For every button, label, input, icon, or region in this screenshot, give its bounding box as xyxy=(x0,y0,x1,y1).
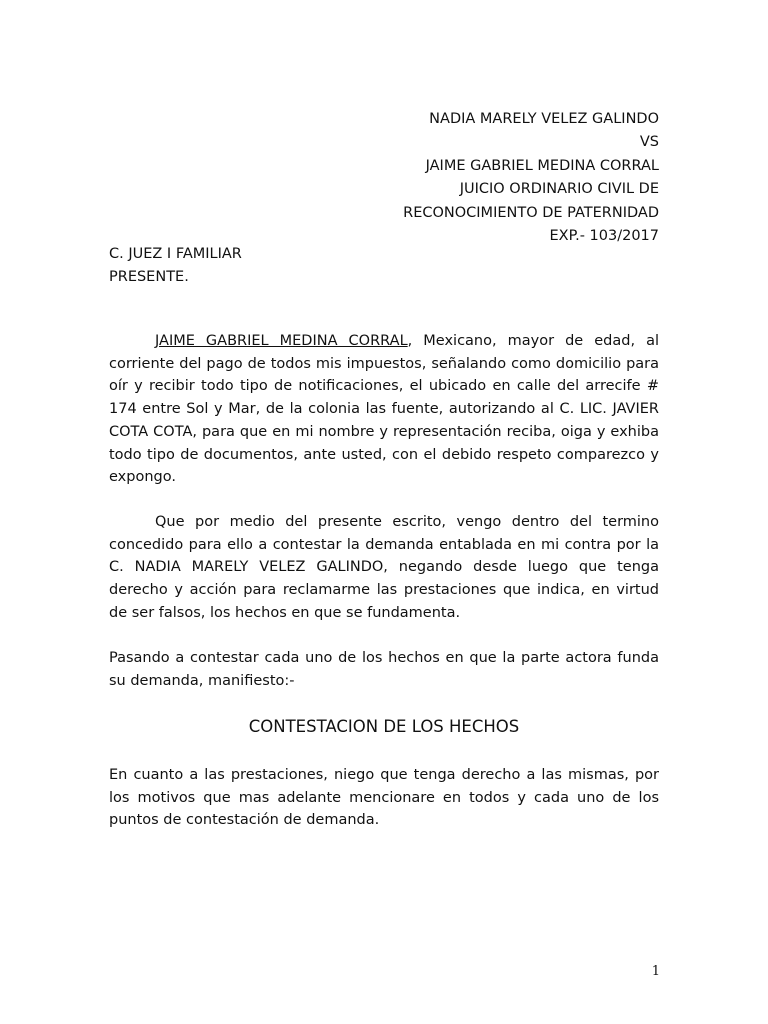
plaintiff-name: NADIA MARELY VELEZ GALINDO xyxy=(429,111,659,127)
defendant-name: JAIME GABRIEL MEDINA CORRAL xyxy=(425,157,659,174)
facts-intro-paragraph: Pasando a contestar cada uno de los hechos en que la parte actora funda su demanda, manifiesto:- xyxy=(109,650,659,689)
appearing-party-name: JAIME GABRIEL MEDINA CORRAL xyxy=(155,333,408,349)
case-type-line-2: RECONOCIMIENTO DE PATERNIDAD xyxy=(403,204,659,221)
versus-label: VS xyxy=(639,134,659,151)
file-number: EXP.- 103/2017 xyxy=(549,228,659,245)
present-line: PRESENTE. xyxy=(109,269,189,286)
response-paragraph: Que por medio del presente escrito, vengo dentro del termino concedido para ello a contestar la demanda entablada en mi contra por la C. NADIA MARELY VELEZ GALINDO, negando desde luego que tenga derecho y acción para reclamarme las prestaciones que indica, en virtud de ser falsos, los hechos en que se fundamenta. xyxy=(109,514,659,621)
judge-line: C. JUEZ I FAMILIAR xyxy=(109,246,242,262)
claims-paragraph: En cuanto a las prestaciones, niego que tenga derecho a las mismas, por los motivos que mas adelante mencionare en todos y cada uno de los puntos de contestación de demanda. xyxy=(109,767,659,829)
section-heading: CONTESTACION DE LOS HECHOS xyxy=(248,717,520,736)
intro-paragraph xyxy=(109,330,659,489)
page-number: 1 xyxy=(651,964,660,979)
case-header xyxy=(300,108,659,248)
intro-paragraph-text: , Mexicano, mayor de edad, al corriente del pago de todos mis impuestos, señalando como domicilio para oír y recibir todo tipo de notificaciones, el ubicado en calle del arrecife # 174 entre Sol y Mar, de la colonia las fuente, autorizando al C. LIC. JAVIER COTA COTA, para que en mi nombre y representación reciba, oiga y exhiba todo tipo de documentos, ante usted, con el debido respeto comparezco y expongo. xyxy=(109,333,660,486)
case-type-line-1: JUICIO ORDINARIO CIVIL DE xyxy=(459,181,659,198)
addressee-block xyxy=(109,243,409,290)
